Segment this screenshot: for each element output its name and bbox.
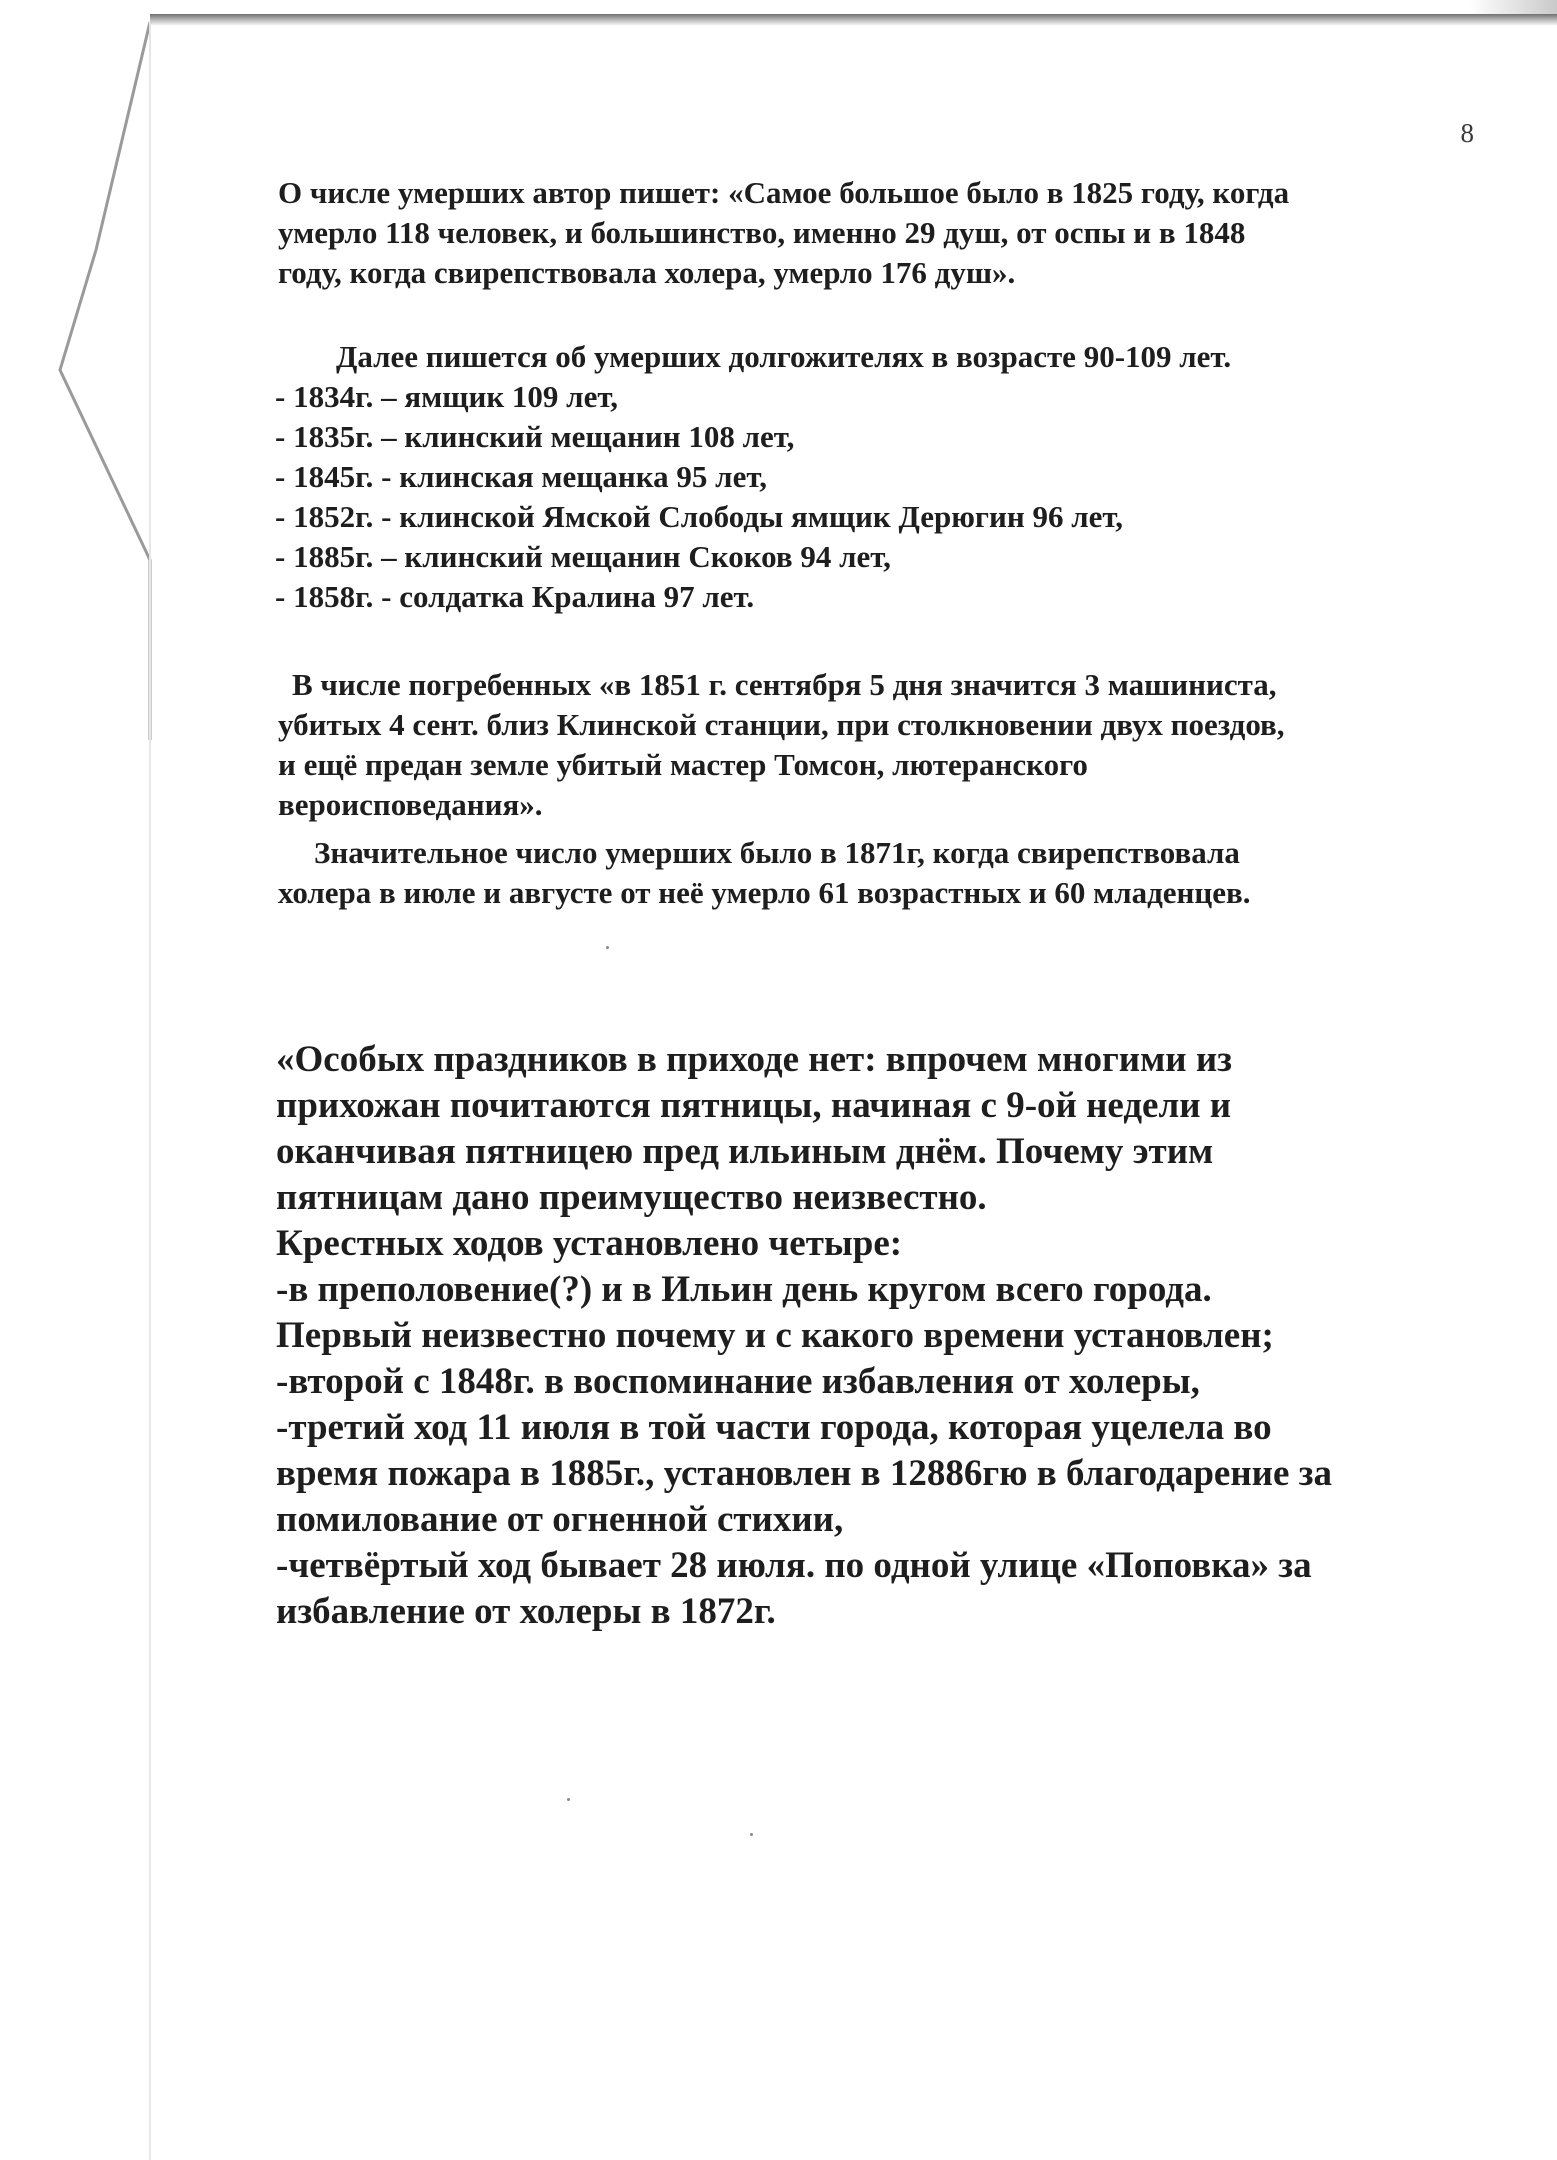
scan-speck	[750, 1833, 753, 1836]
scan-top-corner	[1470, 0, 1557, 14]
list-item: - 1852г. - клинской Ямской Слободы ямщик Дерюгин 96 лет,	[275, 499, 1123, 534]
page-number: 8	[1460, 118, 1474, 148]
text-line: вероисповедания».	[278, 787, 543, 822]
scan-fold-line	[60, 22, 150, 740]
scan-speck	[567, 1798, 570, 1801]
text-line: Значительное число умерших было в 1871г, когда свирепствовала	[314, 835, 1240, 870]
scan-left-edge	[0, 0, 240, 2160]
paragraph-burials	[278, 665, 1285, 825]
quote-line: помилование от огненной стихии,	[276, 1499, 844, 1540]
paragraph-cholera-1871	[278, 833, 1251, 913]
longevity-list	[275, 377, 1123, 617]
text-line: холера в июле и августе от неё умерло 61 возрастных и 60 младенцев.	[278, 875, 1251, 910]
quote-line: Первый неизвестно почему и с какого времени установлен;	[276, 1315, 1274, 1356]
quote-line: -третий ход 11 июля в той части города, которая уцелела во	[276, 1407, 1272, 1448]
quote-line: избавление от холеры в 1872г.	[276, 1591, 776, 1632]
list-item: - 1858г. - солдатка Кралина 97 лет.	[275, 579, 755, 614]
scan-top-shadow	[150, 14, 1557, 26]
quote-line: оканчивая пятницею пред ильиным днём. Почему этим	[276, 1131, 1214, 1172]
quote-line: -четвёртый ход бывает 28 июля. по одной улице «Поповка» за	[276, 1545, 1312, 1586]
paragraph-deaths-statistics	[278, 173, 1289, 293]
longevity-intro: Далее пишется об умерших долгожителях в возрасте 90-109 лет.	[336, 339, 1232, 374]
list-item: - 1835г. – клинский мещанин 108 лет,	[275, 419, 795, 454]
text-line: В числе погребенных «в 1851 г. сентября 5 дня значится 3 машиниста,	[292, 667, 1277, 702]
quote-line: -второй с 1848г. в воспоминание избавления от холеры,	[276, 1361, 1200, 1402]
text-line: О числе умерших автор пишет: «Самое большое было в 1825 году, когда	[278, 175, 1290, 210]
text-line: умерло 118 человек, и большинство, именно 29 душ, от оспы и в 1848	[278, 215, 1246, 250]
text-line: убитых 4 сент. близ Клинской станции, при столкновении двух поездов,	[278, 707, 1285, 742]
quote-line: -в преполовение(?) и в Ильин день кругом всего города.	[276, 1269, 1212, 1310]
quote-processions	[276, 1037, 1332, 1635]
scan-speck	[606, 946, 609, 949]
quote-line: время пожара в 1885г., установлен в 12886гю в благодарение за	[276, 1453, 1332, 1494]
quote-line: Крестных ходов установлено четыре:	[276, 1223, 903, 1264]
list-item: - 1834г. – ямщик 109 лет,	[275, 379, 618, 414]
quote-line: пятницам дано преимущество неизвестно.	[276, 1177, 987, 1218]
list-item: - 1885г. – клинский мещанин Скоков 94 лет,	[275, 539, 891, 574]
list-item: - 1845г. - клинская мещанка 95 лет,	[275, 459, 767, 494]
quote-line: «Особых праздников в приходе нет: впрочем многими из	[276, 1039, 1233, 1080]
text-line: и ещё предан земле убитый мастер Томсон, лютеранского	[278, 747, 1088, 782]
quote-line: прихожан почитаются пятницы, начиная с 9-ой недели и	[276, 1085, 1232, 1126]
text-line: году, когда свирепствовала холера, умерло 176 душ».	[278, 255, 1016, 290]
